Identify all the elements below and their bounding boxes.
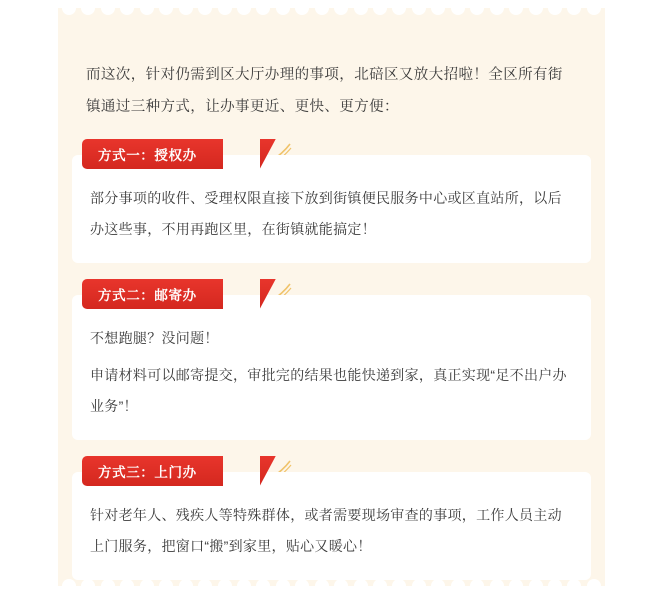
paragraph: 不想跑腿？没问题！ [90,329,219,346]
perforation-notch [315,579,329,593]
perforation-notch [256,579,270,593]
ribbon-label: 方式二：邮寄办 [98,287,197,303]
perforation-notch [276,1,290,15]
perforation-notch [159,1,173,15]
perforation-notch [451,1,465,15]
perforation-notch [237,1,251,15]
perforation-notch [101,1,115,15]
perforation-notch [451,579,465,593]
perforation-notch [120,1,134,15]
perforation-notch [470,1,484,15]
card-top-perforation [58,1,605,15]
perforation-notch [140,579,154,593]
paragraph: 部分事项的收件、受理权限直接下放到街镇便民服务中心或区直站所，以后办这些事，不用再跑区里，在街镇就能搞定！ [90,189,562,237]
ribbon-banner [82,456,223,486]
perforation-notch [179,1,193,15]
perforation-notch [198,1,212,15]
intro-paragraph: 而这次，针对仍需到区大厅办理的事项，北碚区又放大招啦！全区所有街镇通过三种方式，让办事更近、更快、更方便： [86,66,563,115]
perforation-notch [354,1,368,15]
article-card [58,8,605,586]
perforation-notch [81,1,95,15]
ribbon-label: 方式三：上门办 [98,464,197,480]
perforation-notch [548,579,562,593]
perforation-notch [354,579,368,593]
perforation-notch [62,579,76,593]
perforation-notch [529,579,543,593]
perforation-notch [490,1,504,15]
perforation-notch [373,1,387,15]
section-method-1 [72,139,591,263]
perforation-notch [81,579,95,593]
section-content-1 [72,155,591,263]
section-method-3 [72,456,591,580]
perforation-notch [587,579,601,593]
paragraph: 针对老年人、残疾人等特殊群体，或者需要现场审查的事项，工作人员主动上门服务，把窗口“搬”到家里，贴心又暖心！ [90,506,562,554]
perforation-notch [101,579,115,593]
perforation-notch [548,1,562,15]
perforation-notch [334,579,348,593]
perforation-notch [587,1,601,15]
perforation-notch [218,1,232,15]
perforation-notch [509,579,523,593]
perforation-notch [509,1,523,15]
section-content-3 [72,472,591,580]
perforation-notch [431,1,445,15]
ribbon-label: 方式一：授权办 [98,147,197,163]
section-content-2 [72,295,591,440]
perforation-notch [334,1,348,15]
perforation-notch [392,579,406,593]
perforation-notch [295,1,309,15]
perforation-notch [62,1,76,15]
perforation-notch [412,1,426,15]
perforation-notch [198,579,212,593]
perforation-notch [490,579,504,593]
perforation-notch [373,579,387,593]
perforation-notch [295,579,309,593]
perforation-notch [412,579,426,593]
perforation-notch [567,1,581,15]
perforation-notch [431,579,445,593]
ribbon-banner [82,139,223,169]
perforation-notch [159,579,173,593]
perforation-notch [276,579,290,593]
perforation-notch [470,579,484,593]
perforation-notch [140,1,154,15]
card-bottom-perforation [58,579,605,593]
perforation-notch [392,1,406,15]
perforation-notch [179,579,193,593]
perforation-notch [315,1,329,15]
perforation-notch [237,579,251,593]
article-body [72,34,591,558]
perforation-notch [567,579,581,593]
perforation-notch [218,579,232,593]
perforation-notch [256,1,270,15]
perforation-notch [120,579,134,593]
paragraph: 申请材料可以邮寄提交，审批完的结果也能快递到家，真正实现“足不出户办业务”！ [90,366,567,414]
ribbon-banner [82,279,223,309]
perforation-notch [529,1,543,15]
section-method-2 [72,279,591,440]
